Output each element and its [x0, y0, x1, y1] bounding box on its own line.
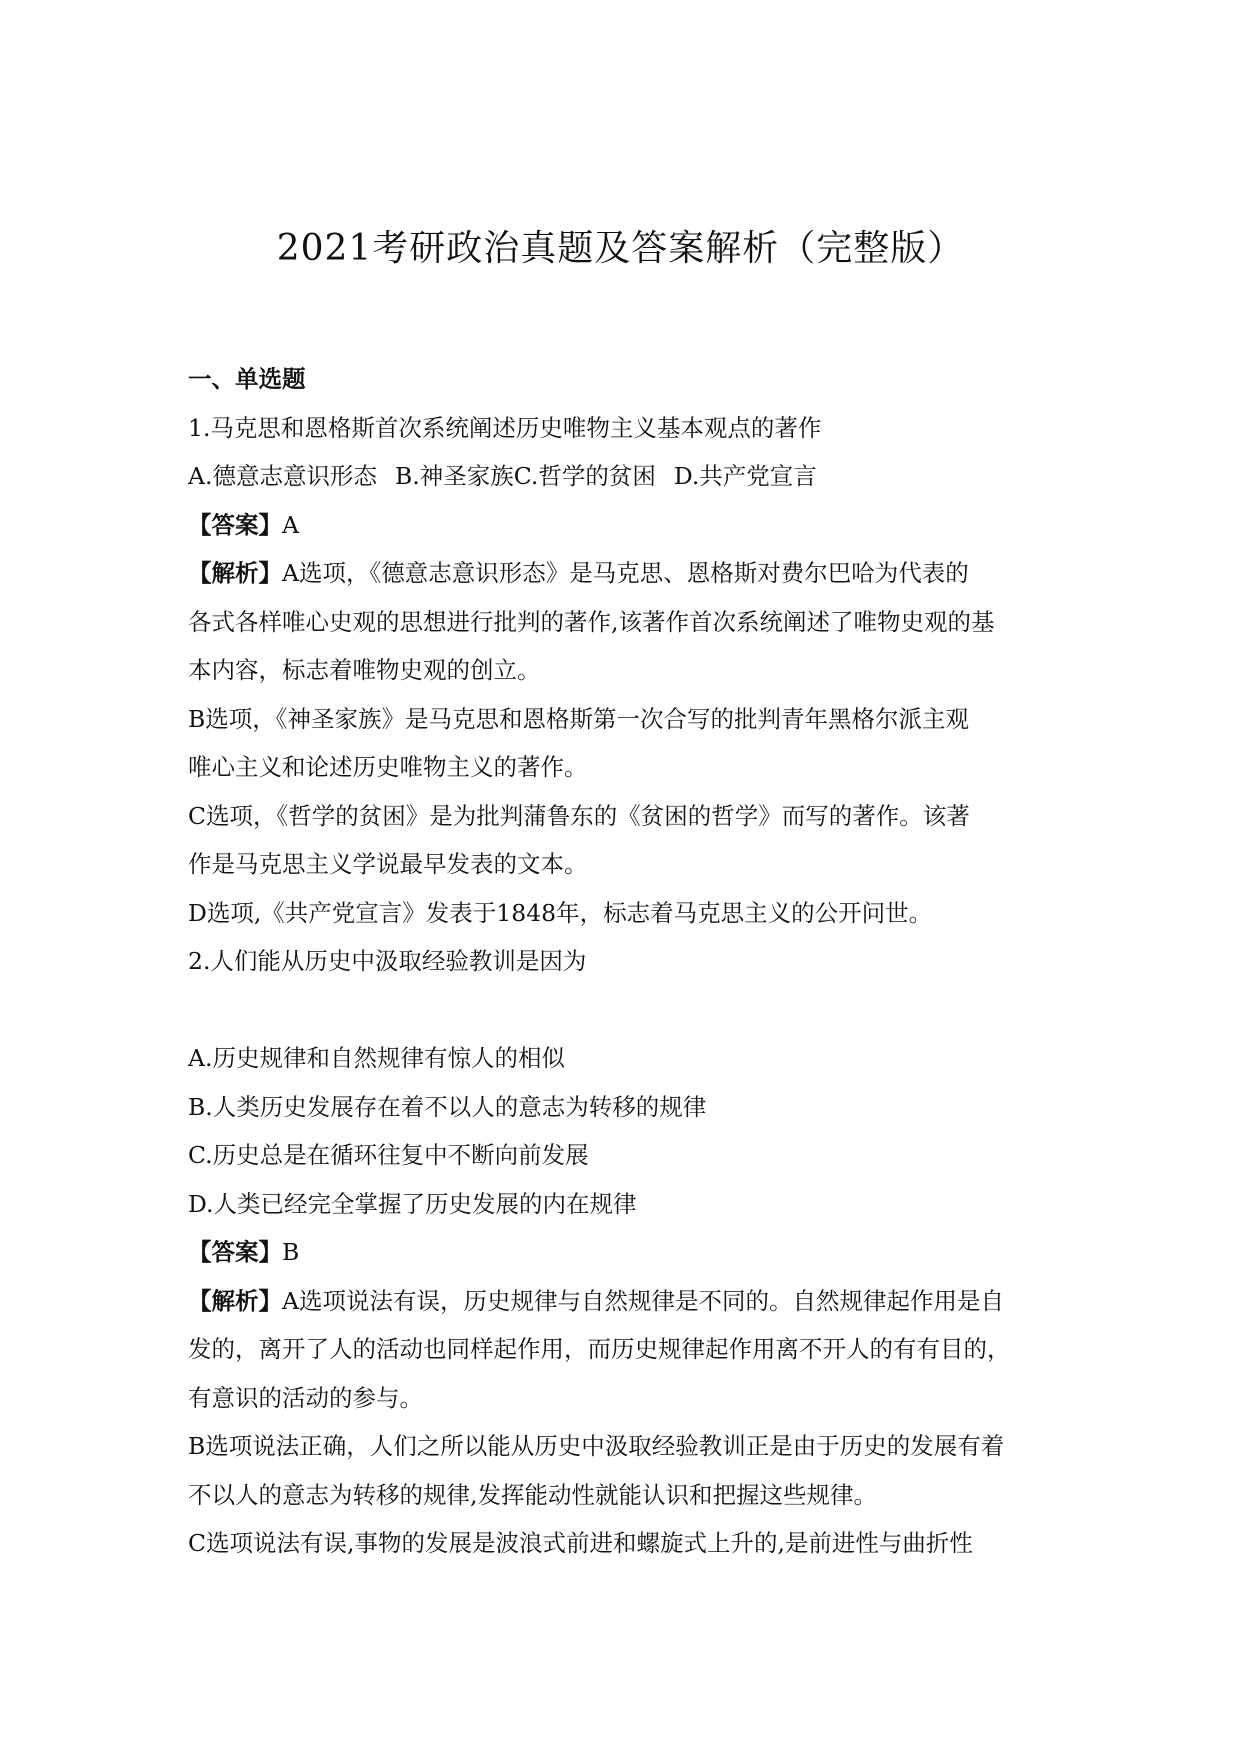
question-1-analysis-line: C选项，《哲学的贫困》是为批判蒲鲁东的《贫困的哲学》而写的著作。该著 — [188, 801, 970, 830]
analysis-label: 【解析】 — [188, 559, 282, 587]
question-1-analysis-line: B选项，《神圣家族》是马克思和恩格斯第一次合写的批判青年黑格尔派主观 — [188, 704, 970, 733]
analysis-label: 【解析】 — [188, 1286, 282, 1315]
document-body — [188, 355, 1068, 1568]
analysis-text: A选项说法有误，历史规律与自然规律是不同的。自然规律起作用是自 — [282, 1286, 1004, 1315]
q1-option-c: C.哲学的贫困 — [513, 462, 656, 490]
page-title: 2021考研政治真题及答案解析（完整版） — [276, 228, 965, 269]
q2-option-a: A.历史规律和自然规律有惊人的相似 — [188, 1044, 565, 1072]
q1-option-b: B.神圣家族 — [394, 462, 514, 490]
question-2-analysis-line: B选项说法正确，人们之所以能从历史中汲取经验教训正是由于历史的发展有着 — [188, 1432, 1005, 1460]
q2-option-c: C.历史总是在循环往复中不断向前发展 — [188, 1141, 589, 1169]
answer-label: 【答案】 — [188, 1238, 282, 1266]
question-1-stem: 1.马克思和恩格斯首次系统阐述历史唯物主义基本观点的著作 — [188, 413, 822, 442]
question-1-analysis-line: 各式各样唯心史观的思想进行批判的著作,该著作首次系统阐述了唯物史观的基 — [188, 607, 995, 636]
question-1-answer — [188, 501, 1068, 550]
question-1-analysis-line — [188, 549, 1068, 598]
q1-option-a: A.德意志意识形态 — [188, 462, 377, 490]
section-heading: 一、单选题 — [188, 365, 306, 393]
question-2-analysis-line — [188, 1277, 1068, 1326]
question-2-analysis-line: 有意识的活动的参与。 — [188, 1383, 423, 1412]
answer-label: 【答案】 — [188, 510, 282, 539]
q2-option-d: D.人类已经完全掌握了历史发展的内在规律 — [188, 1189, 637, 1218]
question-2-analysis-line: 不以人的意志为转移的规律,发挥能动性就能认识和把握这些规律。 — [188, 1480, 877, 1509]
answer-value: B — [282, 1238, 300, 1266]
answer-value: A — [282, 510, 299, 539]
question-1-analysis-line: 本内容，标志着唯物史观的创立。 — [188, 656, 541, 684]
question-2-analysis-line: 发的，离开了人的活动也同样起作用，而历史规律起作用离不开人的有有目的， — [188, 1335, 1011, 1363]
q2-option-b: B.人类历史发展存在着不以人的意志为转移的规律 — [188, 1092, 707, 1121]
question-1-analysis-line: 作是马克思主义学说最早发表的文本。 — [188, 850, 588, 878]
question-1-analysis-line: D选项,《共产党宣言》发表于1848年，标志着马克思主义的公开问世。 — [188, 898, 933, 927]
q1-option-d: D.共产党宣言 — [673, 462, 817, 490]
blank-gap — [188, 986, 1068, 1035]
question-2-stem: 2.人们能从历史中汲取经验教训是因为 — [188, 947, 587, 975]
analysis-text: A选项，《德意志意识形态》是马克思、恩格斯对费尔巴哈为代表的 — [282, 559, 969, 587]
question-2-analysis-line: C选项说法有误,事物的发展是波浪式前进和螺旋式上升的,是前进性与曲折性 — [188, 1529, 973, 1557]
question-1-analysis-line: 唯心主义和论述历史唯物主义的著作。 — [188, 753, 588, 781]
question-2-answer — [188, 1228, 1068, 1277]
question-1-options — [188, 452, 1068, 501]
